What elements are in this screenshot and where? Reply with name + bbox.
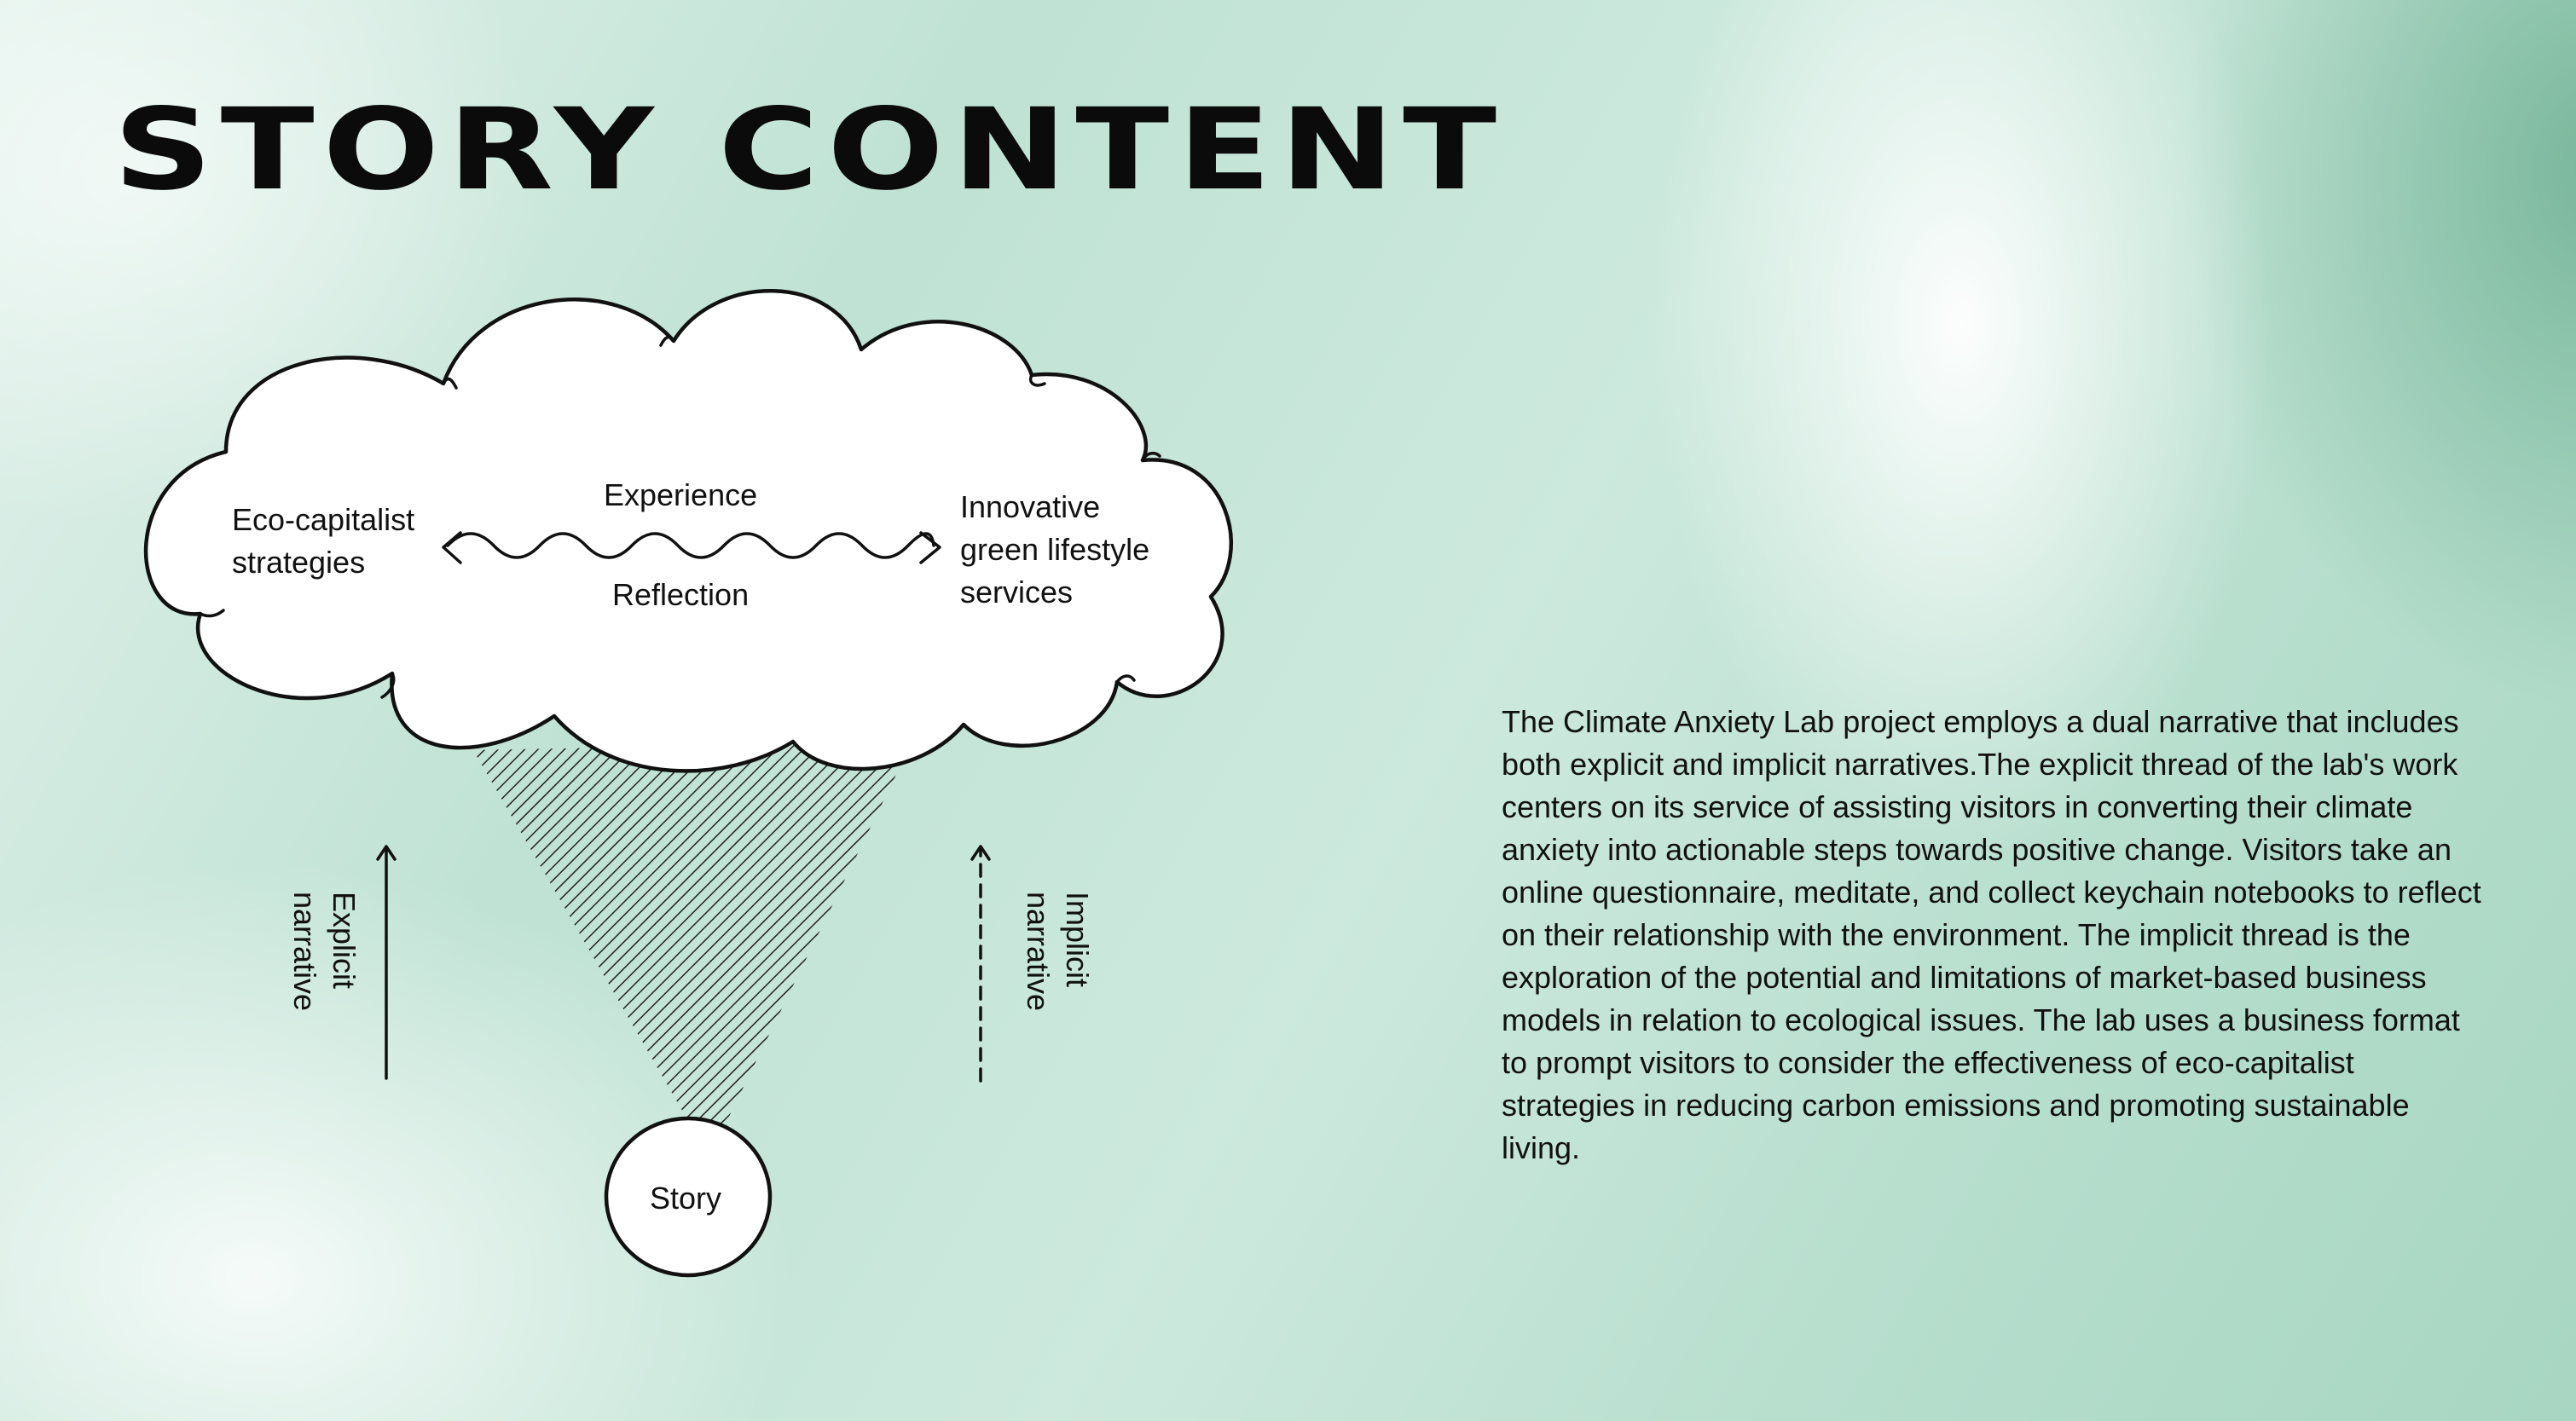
implicit-arrow <box>972 846 989 1081</box>
page-title: STORY CONTENT <box>113 84 1505 216</box>
cloud-right-label: Innovative green lifestyle services <box>960 489 1150 609</box>
reflection-label: Reflection <box>612 577 750 612</box>
description-paragraph: The Climate Anxiety Lab project employs a dual narrative that includes both explicit and implicit narratives.The explicit thread of the lab's work centers on its service of assisting visitors in converting their climate anxiety into actionable steps towards positive change. Visitors take an online questionnaire, meditate, and collect keychain notebooks to reflect on their relationship with the environment. The implicit thread is the exploration of the potential and limitations of market-based business models in relation to ecological issues. The lab uses a business format to prompt visitors to consider the effectiveness of eco-capitalist strategies in reducing carbon emissions and promoting sustainable living. <box>1502 704 2481 1165</box>
implicit-narrative-label: Implicit narrative <box>1021 892 1095 1012</box>
hatched-cone <box>460 733 921 1134</box>
cloud-left-label: Eco-capitalist strategies <box>232 502 415 580</box>
explicit-arrow <box>378 846 395 1078</box>
experience-label: Experience <box>604 477 758 512</box>
story-label: Story <box>650 1181 722 1216</box>
explicit-narrative-label: Explicit narrative <box>287 892 362 1012</box>
